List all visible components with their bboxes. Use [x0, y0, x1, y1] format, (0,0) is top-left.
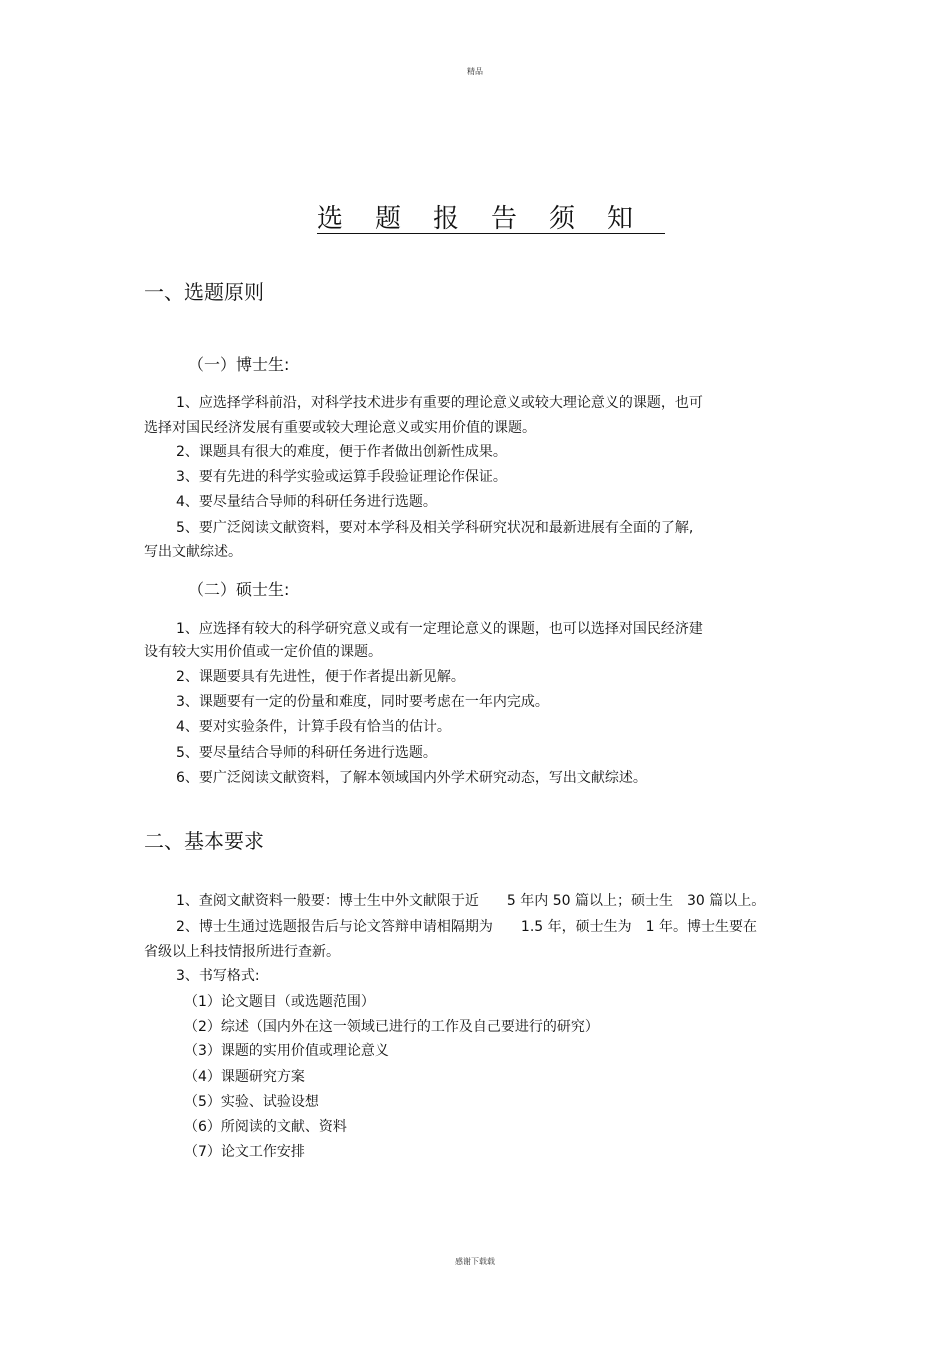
footer-watermark: 感谢下载载 [455, 1257, 495, 1266]
masters-item-3: 3、课题要有一定的份量和难度，同时要考虑在一年内完成。 [176, 694, 549, 710]
masters-item-6: 6、要广泛阅读文献资料，了解本领域国内外学术研究动态，写出文献综述。 [176, 770, 647, 786]
section-heading-principles: 一、选题原则 [144, 280, 264, 304]
format-item-7: （7）论文工作安排 [184, 1144, 305, 1160]
subheading-masters: （二）硕士生: [188, 580, 290, 599]
doctoral-item-1-cont: 选择对国民经济发展有重要或较大理论意义或实用价值的课题。 [144, 420, 536, 436]
requirement-2: 2、博士生通过选题报告后与论文答辩申请相隔期为 1.5 年，硕士生为 1 年。博士生要在 [176, 919, 757, 935]
masters-item-2: 2、课题要具有先进性，便于作者提出新见解。 [176, 669, 465, 685]
masters-item-5: 5、要尽量结合导师的科研任务进行选题。 [176, 745, 437, 761]
format-item-4: （4）课题研究方案 [184, 1069, 305, 1085]
requirement-3: 3、书写格式: [176, 968, 260, 984]
header-watermark: 精品 [467, 67, 483, 76]
requirement-2-cont: 省级以上科技情报所进行查新。 [144, 944, 340, 960]
requirement-1: 1、查阅文献资料一般要：博士生中外文献限于近 5 年内 50 篇以上；硕士生 30 篇以上。 [176, 893, 766, 909]
masters-item-1: 1、应选择有较大的科学研究意义或有一定理论意义的课题，也可以选择对国民经济建 [176, 621, 703, 637]
subheading-doctoral: （一）博士生: [188, 355, 290, 374]
doctoral-item-5: 5、要广泛阅读文献资料，要对本学科及相关学科研究状况和最新进展有全面的了解, [176, 520, 694, 536]
doctoral-item-5-cont: 写出文献综述。 [144, 544, 242, 560]
doctoral-item-1: 1、应选择学科前沿，对科学技术进步有重要的理论意义或较大理论意义的课题，也可 [176, 395, 703, 411]
format-item-6: （6）所阅读的文献、资料 [184, 1119, 347, 1135]
masters-item-4: 4、要对实验条件，计算手段有恰当的估计。 [176, 719, 451, 735]
format-item-5: （5）实验、试验设想 [184, 1094, 319, 1110]
doctoral-item-2: 2、课题具有很大的难度，便于作者做出创新性成果。 [176, 444, 507, 460]
doctoral-item-3: 3、要有先进的科学实验或运算手段验证理论作保证。 [176, 469, 507, 485]
doctoral-item-4: 4、要尽量结合导师的科研任务进行选题。 [176, 494, 437, 510]
page-title-wrapper [0, 200, 950, 238]
format-item-2: （2）综述（国内外在这一领域已进行的工作及自己要进行的研究） [184, 1019, 599, 1035]
page-title: 选题报告须知 [316, 204, 665, 234]
format-item-1: （1）论文题目（或选题范围） [184, 994, 375, 1010]
format-item-3: （3）课题的实用价值或理论意义 [184, 1043, 389, 1059]
masters-item-1-cont: 设有较大实用价值或一定价值的课题。 [144, 644, 382, 660]
section-heading-requirements: 二、基本要求 [144, 829, 264, 853]
